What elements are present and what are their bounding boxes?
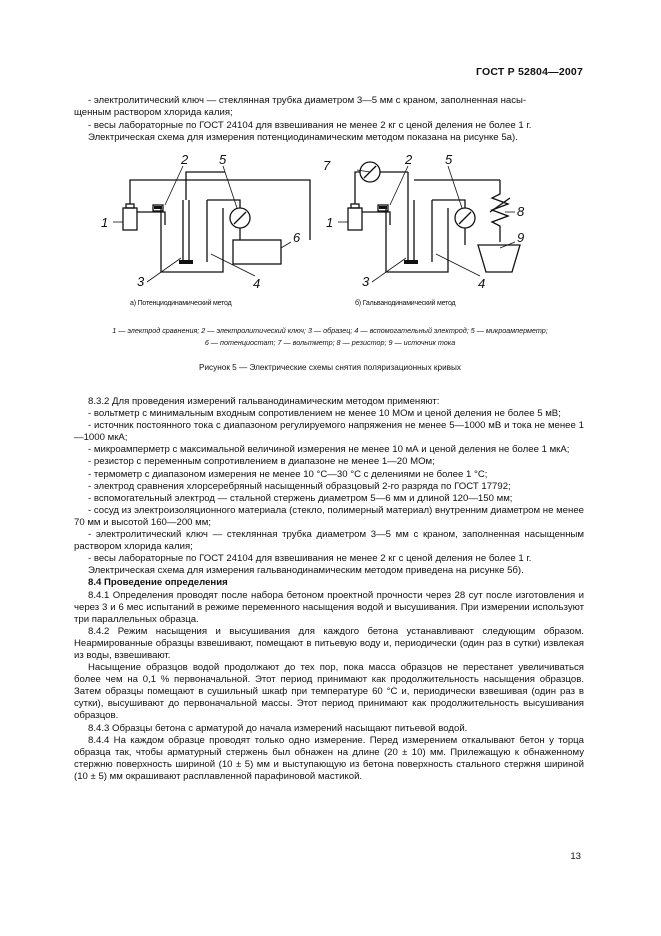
- document-header: ГОСТ Р 52804—2007: [475, 66, 583, 78]
- list-item: - весы лабораторные по ГОСТ 24104 для взвешивания не менее 2 кг с ценой деления не более 1 г.: [88, 120, 532, 131]
- sample-rod: [183, 200, 189, 262]
- reference-electrode: [123, 208, 137, 230]
- label-b-1: 1: [326, 215, 334, 230]
- label-b-5: 5: [445, 152, 453, 167]
- label-a-2: 2: [181, 152, 189, 167]
- label-b-8: 8: [517, 204, 525, 219]
- list-item: - источник постоянного тока с диапазоном регулируемого напряжения не менее 5—1000 мВ и тока не менее 1—1000 мкА;: [74, 420, 584, 444]
- paragraph-8-4-1: 8.4.1 Определения проводят после набора бетоном проектной прочности через 28 сут после изготовления и через 3 и 6 мес испытаний в режиме переменного насыщения водой и высушивания. При измерении используют три параллельных образца.: [74, 589, 584, 625]
- current-source: [478, 245, 520, 272]
- list-item-continuation: щенным раствором хлорида калия;: [74, 107, 233, 118]
- label-b-7: 7: [323, 158, 331, 173]
- label-a-4: 4: [253, 276, 261, 291]
- label-a-6: 6: [293, 230, 301, 245]
- list-item: - сосуд из электроизоляционного материала (стекло, полимерный материал) внутренним диаметром не менее 70 мм и высотой 160—200 мм;: [74, 504, 584, 528]
- caption-b: б) Гальванодинамический метод: [355, 300, 456, 307]
- label-b-4: 4: [478, 276, 486, 291]
- label-a-5: 5: [219, 152, 227, 167]
- scheme-reference: Электрическая схема для измерения потенциодинамическим методом показана на рисунке 5а).: [88, 132, 518, 143]
- caption-a: а) Потенциодинамический метод: [130, 300, 232, 307]
- list-item: - резистор с переменным сопротивлением в диапазоне не менее 1—20 МОм;: [88, 456, 435, 468]
- diagram-b-galvanodynamic: [348, 162, 520, 272]
- list-item: - электролитический ключ — стеклянная трубка диаметром 3—5 мм с краном, заполненная насыщенным раствором хлорида калия;: [74, 529, 584, 553]
- list-item: - электролитический ключ — стеклянная трубка диаметром 3—5 мм с краном, заполненная насы-: [88, 95, 527, 106]
- label-a-3: 3: [137, 274, 145, 289]
- list-item: - электрод сравнения хлорсеребряный насыщенный образцовый 2-го разряда по ГОСТ 17792;: [88, 480, 511, 492]
- paragraph-8-4-2-continued: Насыщение образцов водой продолжают до тех пор, пока масса образцов не перестанет увеличиваться более чем на 0,1 % первоначальной. Этот период принимают как продолжительность насыщения образцов. Затем образцы помещают в сушильный шкаф при температуре 60 °С и, периодически взвешивая (один раз в сутки), высушивают до первоначальной массы. Этот период принимают как продолжительность высушивания образцов.: [74, 662, 584, 722]
- section-8-3-2: [74, 396, 584, 783]
- list-item: - вольтметр с минимальным входным сопротивлением не менее 10 МОм и ценой деления не более 5 мВ;: [88, 408, 561, 420]
- list-item: - весы лабораторные по ГОСТ 24104 для взвешивания не менее 2 кг с ценой деления не более 1 г.: [88, 553, 532, 565]
- label-b-3: 3: [362, 274, 370, 289]
- scheme-reference: Электрическая схема для измерения гальванодинамическим методом приведена на рисунке 5б).: [88, 565, 524, 577]
- list-item: - микроамперметр с максимальной величиной измерения не менее 10 мА и ценой деления не более 1 мкА;: [88, 444, 570, 456]
- section-heading-8-4: 8.4 Проведение определения: [88, 577, 228, 589]
- paragraph-8-4-2: 8.4.2 Режим насыщения и высушивания для каждого бетона устанавливают следующим образом. Неармированные образцы взвешивают, помещают в питьевую воду и, периодически (один раз в сутки) извлекая из воды, взвешивают.: [74, 625, 584, 661]
- list-item: - термометр с диапазоном измерения не менее 10 °С—30 °С с делениями не более 1 °С;: [88, 468, 488, 480]
- section-intro: 8.3.2 Для проведения измерений гальванодинамическим методом применяют:: [88, 396, 440, 407]
- figure-legend-1: 1 — электрод сравнения; 2 — электролитический ключ; 3 — образец; 4 — вспомогательный электрод; 5 — микроамперметр;: [112, 326, 548, 335]
- paragraph-8-4-4: 8.4.4 На каждом образце проводят только одно измерение. Перед измерением откалывают бетон у торца образца так, чтобы арматурный стержень был обнажен на длине (20 ± 10) мм. Прилежащую к обнаженному стержню поверхность шириной (10 ± 5) мм и выступающую из бетона поверхность стального стержня шириной (10 ± 5) мм окрашивают расплавленной парафиновой мастикой.: [74, 734, 584, 782]
- list-item: - вспомогательный электрод — стальной стержень диаметром 5—6 мм и длиной 120—150 мм;: [88, 492, 513, 504]
- resistor: [492, 180, 508, 242]
- label-b-9: 9: [517, 230, 525, 245]
- page-number: 13: [570, 851, 581, 862]
- potentiostat: [233, 240, 281, 264]
- figure-title: Рисунок 5 — Электрические схемы снятия поляризационных кривых: [199, 363, 461, 372]
- label-b-2: 2: [405, 152, 413, 167]
- figure-5-diagram: [95, 150, 565, 320]
- label-a-1: 1: [101, 215, 109, 230]
- paragraph-8-4-3: 8.4.3 Образцы бетона с арматурой до начала измерений насыщают питьевой водой.: [88, 722, 468, 734]
- figure-legend-2: 6 — потенциостат; 7 — вольтметр; 8 — резистор; 9 — источник тока: [204, 338, 456, 347]
